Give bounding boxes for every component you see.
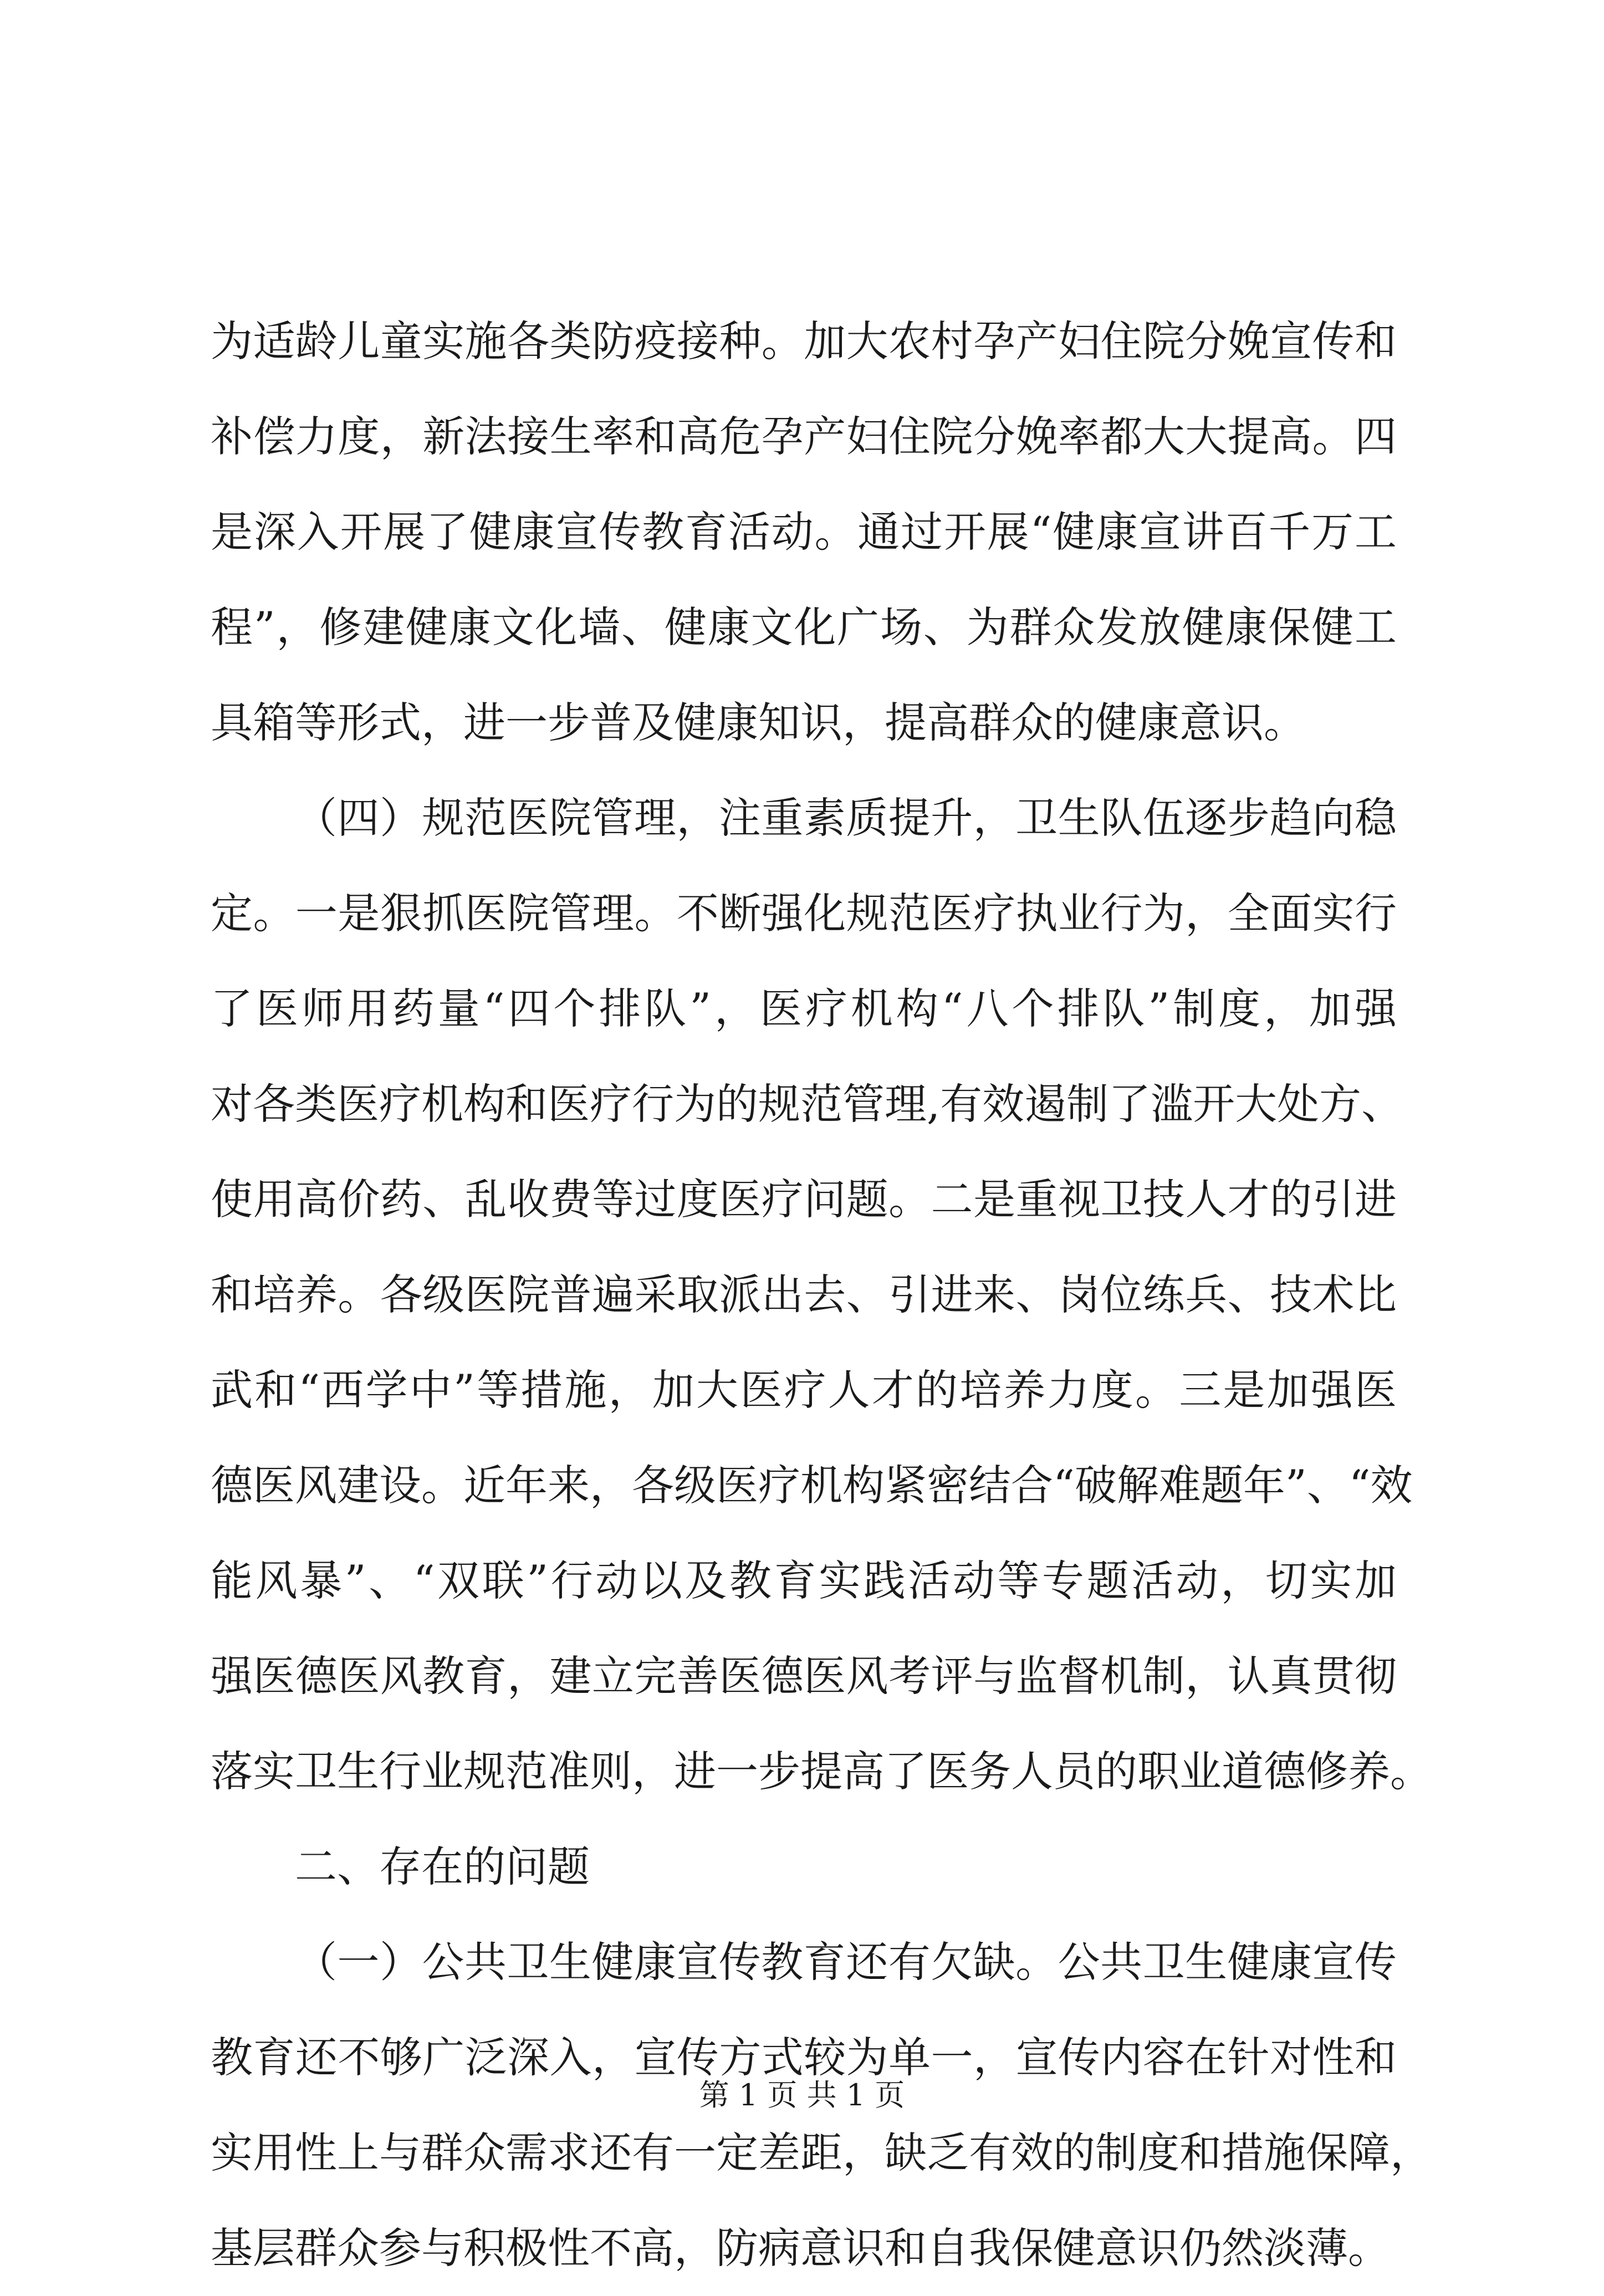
text-line: 能风暴”、“双联”行动以及教育实践活动等专题活动，切实加 xyxy=(211,1556,1397,1605)
text-line: 是深入开展了健康宣传教育活动。通过开展“健康宣讲百千万工 xyxy=(211,507,1397,557)
paragraph-start-line: （一）公共卫生健康宣传教育还有欠缺。公共卫生健康宣传 xyxy=(295,1937,1397,1987)
section-heading: 二、存在的问题 xyxy=(295,1842,590,1891)
text-line: 教育还不够广泛深入，宣传方式较为单一，宣传内容在针对性和 xyxy=(211,2033,1397,2082)
text-line: 使用高价药、乱收费等过度医疗问题。二是重视卫技人才的引进 xyxy=(211,1175,1397,1224)
text-line: 了医师用药量“四个排队”，医疗机构“八个排队”制度，加强 xyxy=(211,984,1397,1033)
paragraph-start-line: （四）规范医院管理，注重素质提升，卫生队伍逐步趋向稳 xyxy=(295,793,1397,843)
text-line: 对各类医疗机构和医疗行为的规范管理,有效遏制了滥开大处方、 xyxy=(211,1079,1404,1129)
text-line: 和培养。各级医院普遍采取派出去、引进来、岗位练兵、技术比 xyxy=(211,1270,1397,1319)
page-number-footer: 第 1 页 共 1 页 xyxy=(699,2078,905,2113)
text-line: 实用性上与群众需求还有一定差距，缺乏有效的制度和措施保障， xyxy=(211,2128,1432,2177)
text-line: 落实卫生行业规范准则，进一步提高了医务人员的职业道德修养。 xyxy=(211,1747,1432,1796)
text-line: 德医风建设。近年来，各级医疗机构紧密结合“破解难题年”、“效 xyxy=(211,1461,1413,1510)
text-line: 为适龄儿童实施各类防疫接种。加大农村孕产妇住院分娩宣传和 xyxy=(211,317,1397,366)
text-line: 程”，修建健康文化墙、健康文化广场、为群众发放健康保健工 xyxy=(211,603,1397,652)
text-line: 补偿力度，新法接生率和高危孕产妇住院分娩率都大大提高。四 xyxy=(211,412,1397,461)
text-line: 基层群众参与积极性不高，防病意识和自我保健意识仍然淡薄。 xyxy=(211,2223,1390,2273)
text-line: 定。一是狠抓医院管理。不断强化规范医疗执业行为，全面实行 xyxy=(211,889,1397,938)
text-line: 武和“西学中”等措施，加大医疗人才的培养力度。三是加强医 xyxy=(211,1365,1397,1415)
document-body xyxy=(211,294,1432,2296)
text-line: 强医德医风教育，建立完善医德医风考评与监督机制，认真贯彻 xyxy=(211,1651,1397,1701)
text-line: 具箱等形式，进一步普及健康知识，提高群众的健康意识。 xyxy=(211,698,1306,747)
